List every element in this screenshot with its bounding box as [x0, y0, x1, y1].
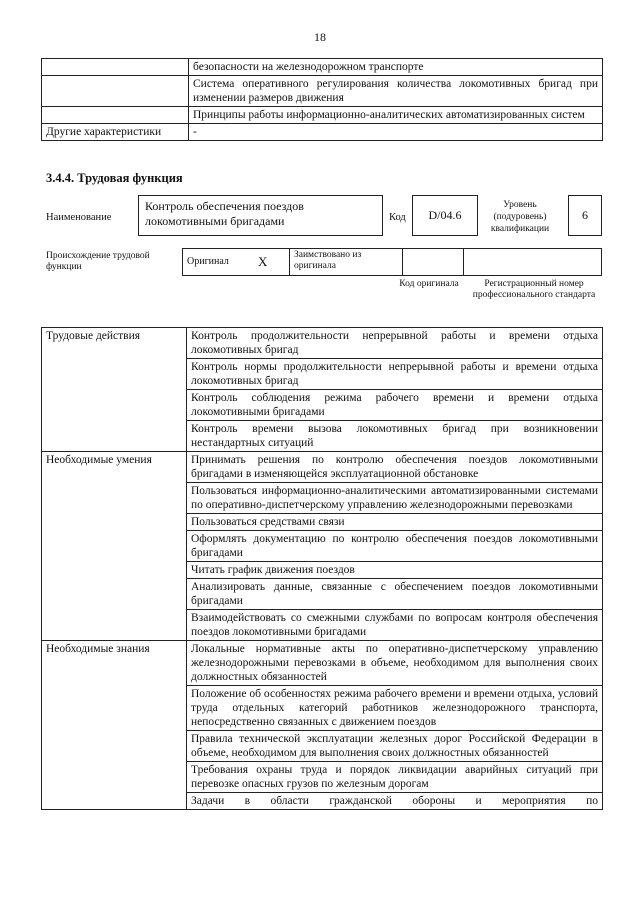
- origin-reg-cell: [464, 249, 602, 276]
- table-row: [42, 76, 603, 107]
- table-cell-label: Другие характеристики: [42, 124, 189, 141]
- table-cell-text: Правила технической эксплуатации железных дорог Российской Федерации в объеме, необходимом для выполнения своих должностных обязанностей: [187, 731, 603, 762]
- group-label: Необходимые знания: [42, 641, 187, 810]
- table-cell-text: -: [189, 124, 603, 141]
- group-label: Трудовые действия: [42, 328, 187, 452]
- table-cell-text: Контроль соблюдения режима рабочего времени и времени отдыха локомотивными бригадами: [187, 390, 603, 421]
- table-cell-label: [42, 76, 189, 107]
- original-label: Оригинал: [183, 249, 255, 276]
- qualification-level-box: [568, 195, 602, 236]
- name-label: Наименование: [46, 212, 112, 223]
- table-cell-text: Локальные нормативные акты по оперативно-диспетчерскому управлению железнодорожными перевозками в объеме, необходимом для выполнения своих должностных обязанностей: [187, 641, 603, 686]
- page-number: 18: [314, 30, 326, 44]
- main-table: [41, 327, 603, 810]
- table-row: [42, 328, 603, 359]
- table-cell-text: Анализировать данные, связанные с обеспечением поездов локомотивными бригадами: [187, 579, 603, 610]
- origin-label: Происхождение трудовой функции: [46, 251, 150, 272]
- table-cell-text: безопасности на железнодорожном транспорте: [189, 59, 603, 76]
- group-label: Необходимые умения: [42, 452, 187, 641]
- origin-code-cell: [403, 249, 464, 276]
- table-row: [42, 641, 603, 686]
- function-name: Контроль обеспечения поездов локомотивными бригадами: [145, 199, 304, 228]
- function-name-box: [138, 195, 383, 236]
- reg-number-note: Регистрационный номер профессионального стандарта: [472, 279, 596, 300]
- table-cell-text: Контроль времени вызова локомотивных бригад при возникновении нестандартных ситуаций: [187, 421, 603, 452]
- table-cell-text: Задачи в области гражданской обороны и мероприятия по: [187, 793, 603, 810]
- table-cell-text: Система оперативного регулирования количества локомотивных бригад при изменении размеров движения: [189, 76, 603, 107]
- function-code: D/04.6: [428, 208, 462, 222]
- table-cell-text: Контроль продолжительности непрерывной работы и времени отдыха локомотивных бригад: [187, 328, 603, 359]
- table-cell-text: Пользоваться информационно-аналитическими автоматизированными системами по оперативно-диспетчерскому управлению железнодорожными перевозками: [187, 483, 603, 514]
- qualification-level: 6: [582, 208, 588, 222]
- table-cell-text: Принципы работы информационно-аналитических автоматизированных систем: [189, 107, 603, 124]
- code-original-note: Код оригинала: [399, 279, 459, 289]
- function-code-box: [412, 195, 478, 236]
- section-title: 3.4.4. Трудовая функция: [46, 171, 183, 185]
- borrowed-label: Заимствовано из оригинала: [290, 249, 403, 276]
- level-label: Уровень (подуровень) квалификации: [490, 200, 550, 234]
- top-table: [41, 58, 603, 141]
- origin-table: [182, 248, 602, 276]
- table-cell-text: Пользоваться средствами связи: [187, 514, 603, 531]
- table-row: [42, 107, 603, 124]
- code-label: Код: [389, 212, 406, 223]
- table-cell-label: [42, 107, 189, 124]
- table-cell-text: Требования охраны труда и порядок ликвидации аварийных ситуаций при перевозке опасных грузов по железным дорогам: [187, 762, 603, 793]
- table-row: [42, 59, 603, 76]
- table-cell-text: Оформлять документацию по контролю обеспечения поездов локомотивными бригадами: [187, 531, 603, 562]
- original-mark: X: [254, 249, 290, 276]
- table-row: [42, 452, 603, 483]
- table-row: [42, 124, 603, 141]
- table-row: [183, 249, 602, 276]
- table-cell-text: Контроль нормы продолжительности непрерывной работы и времени отдыха локомотивных бригад: [187, 359, 603, 390]
- table-cell-text: Взаимодействовать со смежными службами по вопросам контроля обеспечения поездов локомотивными бригадами: [187, 610, 603, 641]
- table-cell-label: [42, 59, 189, 76]
- table-cell-text: Читать график движения поездов: [187, 562, 603, 579]
- table-cell-text: Принимать решения по контролю обеспечения поездов локомотивными бригадами в изменяющейся эксплуатационной обстановке: [187, 452, 603, 483]
- table-cell-text: Положение об особенностях режима рабочего времени и времени отдыха, условий труда отдельных категорий работников железнодорожного транспорта, непосредственно связанных с движением поездов: [187, 686, 603, 731]
